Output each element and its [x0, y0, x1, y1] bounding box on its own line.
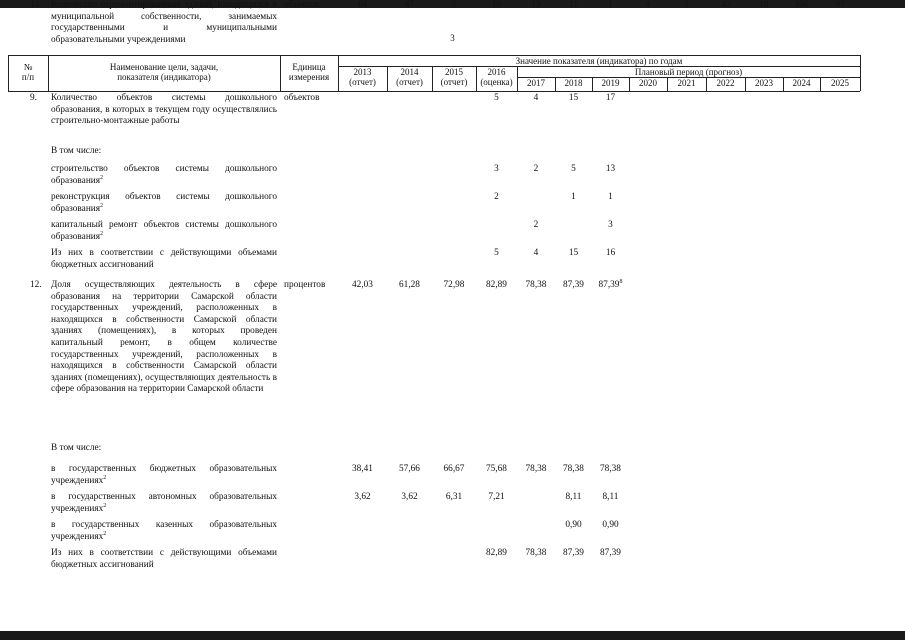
value-cell: 3 [608, 220, 613, 230]
value-cell: 82,89 [486, 280, 507, 290]
scan-bottom-border [0, 631, 905, 640]
value-cell: 0,90 [602, 520, 619, 530]
value-cell: 66,67 [443, 464, 465, 474]
footnote-mark: 2 [100, 174, 104, 181]
value-cell: 106 [794, 0, 809, 10]
value-cell: 15 [568, 93, 579, 103]
value-cell: 1 [608, 192, 613, 202]
value-cell: 13 [531, 0, 541, 10]
value-cell: 4 [533, 248, 539, 258]
value-cell: 97 [835, 0, 845, 10]
header-year-2022: 2022 [716, 78, 735, 88]
value-cell: 11 [569, 0, 578, 10]
value-cell: 75,68 [486, 464, 507, 474]
footnote-mark: 2 [100, 230, 104, 237]
row-number: 14. [30, 0, 42, 10]
header-year-2019: 2019 [601, 78, 620, 88]
value-cell: 5 [494, 93, 499, 103]
value-cell: 5 [494, 248, 499, 258]
value-cell: 15 [568, 248, 579, 258]
indicator-name: в государственных казенных образовательных учреждениях$^2$ [51, 520, 277, 542]
value-cell: 78,38 [525, 280, 547, 290]
value-cell: 47 [404, 0, 415, 10]
value-cell: 87,39 [563, 280, 584, 290]
value-cell: 72,98 [443, 280, 465, 290]
value-cell: 3 [684, 0, 689, 10]
header-values-title: Значение показателя (индикатора) по годам [515, 56, 683, 66]
indicator-name: реконструкция объектов системы дошкольного образования$^2$ [51, 192, 277, 214]
value-cell: 42,03 [352, 280, 373, 290]
indicator-name: Из них в соответствии с действующими объемами бюджетных ассигнований [51, 248, 277, 270]
footnote-mark: 8 [619, 278, 623, 285]
value-cell: 7,21 [488, 492, 505, 502]
value-cell: 57,66 [399, 464, 420, 474]
page-number: 3 [450, 33, 455, 43]
value-cell: 0,90 [565, 520, 582, 530]
value-cell: 1 [571, 192, 576, 202]
value-cell: 2 [533, 164, 539, 174]
indicator-name: В том числе: [51, 146, 102, 156]
indicator-name: в государственных автономных образовательных учреждениях$^2$ [51, 492, 277, 514]
unit-of-measure: объектов [284, 0, 320, 10]
header-year-2013: 2013 (отчет) [349, 67, 376, 87]
row-number: 9. [30, 93, 37, 103]
value-cell: 87,39 [600, 548, 621, 558]
header-year-2017: 2017 [527, 78, 545, 88]
header-year-2021: 2021 [677, 78, 696, 88]
value-cell: 18 [759, 0, 769, 10]
header-year-2023: 2023 [755, 78, 773, 88]
value-cell: 40 [720, 0, 731, 10]
value-cell: 78,38 [525, 464, 547, 474]
header-year-2025: 2025 [831, 78, 849, 88]
value-cell: 5 [571, 164, 576, 174]
value-cell: 38,41 [352, 464, 373, 474]
value-cell: 3,62 [401, 492, 418, 502]
value-cell: 78,38 [600, 464, 621, 474]
value-cell: 5 [451, 0, 457, 10]
value-cell: 2 [494, 192, 499, 202]
value-cell: 61,28 [399, 280, 420, 290]
value-cell: 17 [605, 93, 616, 103]
value-cell: 10 [491, 0, 502, 10]
unit-of-measure: объектов [284, 93, 320, 103]
footnote-mark: 2 [103, 474, 107, 481]
footnote-mark: 2 [103, 530, 107, 537]
indicator-name: в государственных бюджетных образовательных учреждениях$^2$ [51, 464, 277, 486]
value-cell: 1 [608, 0, 613, 10]
header-year-2020: 2020 [639, 78, 657, 88]
indicator-name: В том числе: [51, 443, 102, 453]
row-number: 12. [30, 280, 42, 290]
value-cell: 4 [533, 93, 539, 103]
indicator-name: Доля осуществляющих деятельность в сфере образования на территории Самарской области государственных учреждений, расположенных в находящихся в собственности Самарской области зданиях (помещениях), в которых проведен капитальный ремонт, в общем количестве государственных учреждений, расположенных в находящихся в собственности Самарской области зданиях (помещениях), осуществляющих деятельность в сфере образования на территории Самарской области [51, 280, 277, 395]
header-unit: Единица измерения [288, 62, 330, 82]
value-cell: 78,38 [563, 464, 584, 474]
value-cell: 78,38 [525, 548, 547, 558]
indicator-name: Количество объектов системы дошкольного образования, в которых в текущем году осуществлялись строительно-монтажные работы [51, 93, 277, 127]
value-cell: 16 [605, 248, 616, 258]
value-cell: 8,11 [565, 492, 582, 502]
value-cell: 13 [605, 164, 616, 174]
header-year-2016: 2016 (оценка) [480, 67, 513, 87]
value-cell: 87,39$^8$ [598, 278, 623, 290]
indicator-name: капитальный ремонт объектов системы дошкольного образования$^2$ [51, 220, 277, 242]
value-cell: 64 [357, 0, 368, 10]
value-cell: 8,11 [602, 492, 619, 502]
value-cell: 6,31 [445, 492, 463, 502]
footnote-mark: 2 [103, 502, 107, 509]
indicator-name: строительство объектов системы дошкольного образования$^2$ [51, 164, 277, 186]
header-plan-period: Плановый период (прогноз) [634, 67, 743, 77]
value-cell: 3,62 [354, 492, 371, 502]
value-cell: 3 [494, 164, 499, 174]
footnote-mark: 2 [100, 202, 104, 209]
value-cell: 82,89 [486, 548, 507, 558]
header-no: № п/п [21, 62, 35, 82]
value-cell: 4 [645, 0, 651, 10]
header-year-2018: 2018 [564, 78, 583, 88]
indicator-name: Количество отремонтированных зданий, находящихся в муниципальной собственности, занимаемых государственными и муниципальными образовательными учреждениями [51, 0, 277, 45]
unit-of-measure: процентов [284, 280, 326, 290]
indicator-name: Из них в соответствии с действующими объемами бюджетных ассигнований [51, 548, 277, 570]
header-year-2015: 2015 (отчет) [440, 67, 468, 87]
header-year-2014: 2014 (отчет) [396, 67, 423, 87]
value-cell: 2 [533, 220, 539, 230]
value-cell: 87,39 [563, 548, 584, 558]
header-year-2024: 2024 [792, 78, 811, 88]
header-name: Наименование цели, задачи, показателя (индикатора) [109, 62, 219, 82]
